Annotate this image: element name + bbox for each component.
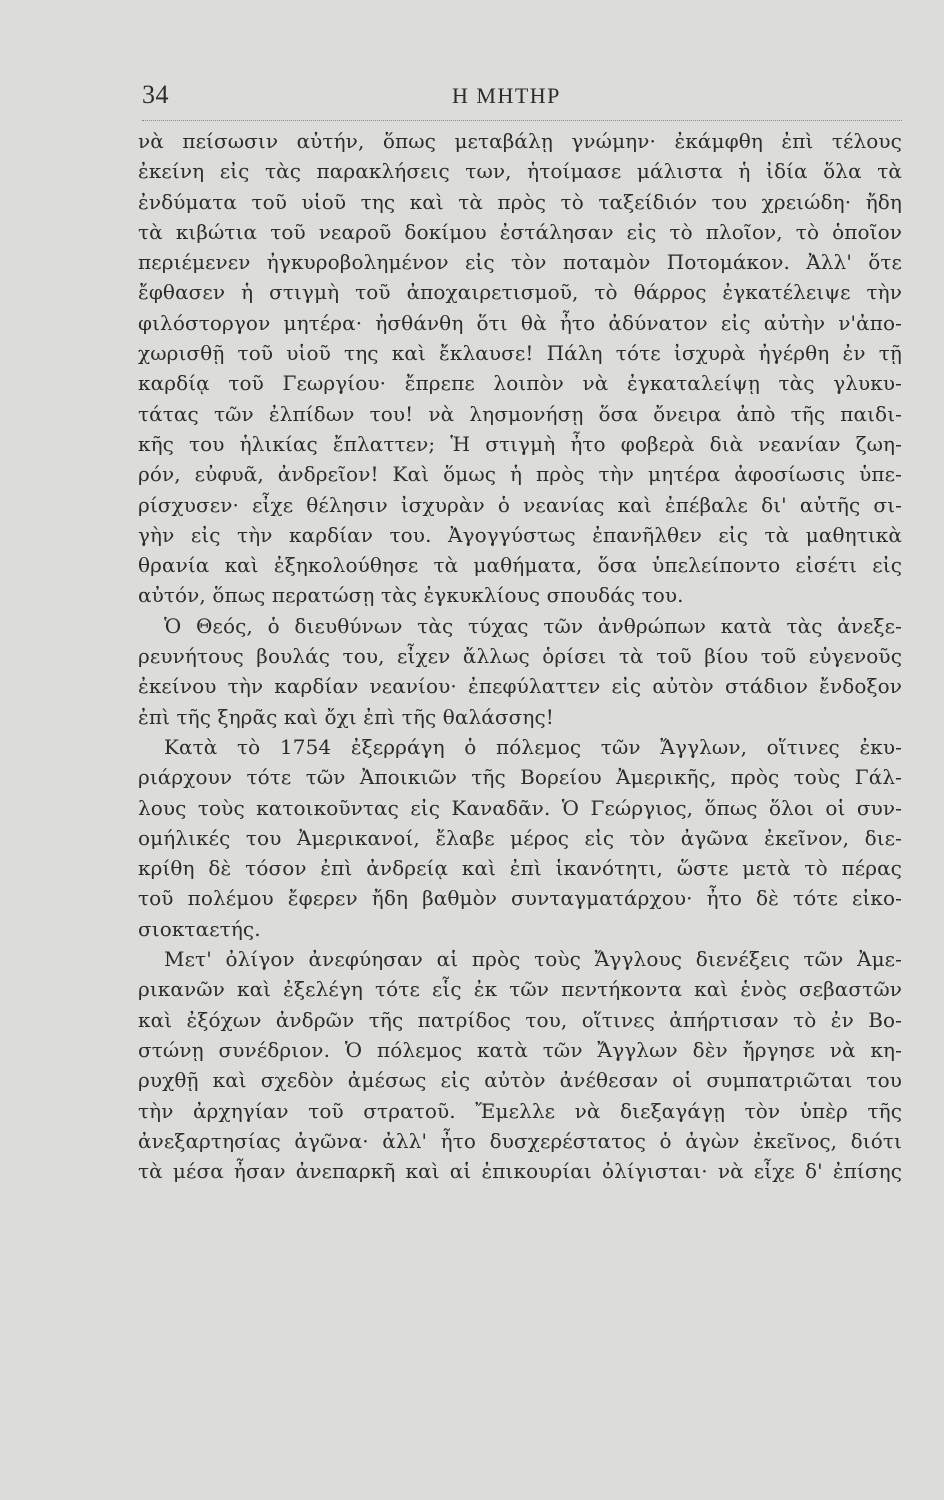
text-line: αὐτόν, ὅπως περατώσῃ τὰς ἐγκυκλίους σπουδάς του. [138,583,684,608]
text-line: ομήλικές του Ἀμερικανοί, ἔλαβε μέρος εἰς τὸν ἀγῶνα ἐκεῖνον, διε- [138,825,902,850]
text-line: στώνῃ συνέδριον. Ὁ πόλεμος κατὰ τῶν Ἄγγλων δὲν ἤργησε νὰ κη- [138,1037,902,1062]
text-line: φιλόστοργον μητέρα· ἠσθάνθη ὅτι θὰ ἦτο ἀδύνατον εἰς αὐτὴν ν'ἀπο- [138,310,902,335]
header-rule [142,120,902,121]
text-line: Μετ' ὀλίγον ἀνεφύησαν αἱ πρὸς τοὺς Ἄγγλους διενέξεις τῶν Ἀμε- [164,947,902,972]
text-line: θρανία καὶ ἐξηκολούθησε τὰ μαθήματα, ὅσα ὑπελείποντο εἰσέτι εἰς [138,553,902,578]
running-title: Η ΜΗΤΗΡ [452,83,561,108]
text-line: κρίθη δὲ τόσον ἐπὶ ἀνδρείᾳ καὶ ἐπὶ ἱκανότητι, ὥστε μετὰ τὸ πέρας [138,856,902,881]
text-line: ρικανῶν καὶ ἐξελέγη τότε εἷς ἐκ τῶν πεντήκοντα καὶ ἑνὸς σεβαστῶν [138,977,902,1002]
text-line: ρυχθῇ καὶ σχεδὸν ἀμέσως εἰς αὐτὸν ἀνέθεσαν οἱ συμπατριῶται του [138,1068,902,1093]
text-line: καρδίᾳ τοῦ Γεωργίου· ἔπρεπε λοιπὸν νὰ ἐγκαταλείψῃ τὰς γλυκυ- [138,371,902,396]
text-line: τὴν ἀρχηγίαν τοῦ στρατοῦ. Ἔμελλε νὰ διεξαγάγῃ τὸν ὑπὲρ τῆς [138,1098,902,1123]
text-line: τάτας τῶν ἐλπίδων του! νὰ λησμονήσῃ ὅσα ὄνειρα ἀπὸ τῆς παιδι- [138,401,902,426]
text-line: ρόν, εὐφυᾶ, ἀνδρεῖον! Καὶ ὅμως ἡ πρὸς τὴν μητέρα ἀφοσίωσις ὑπε- [138,462,902,487]
text-line: τὰ κιβώτια τοῦ νεαροῦ δοκίμου ἐστάλησαν εἰς τὸ πλοῖον, τὸ ὁποῖον [138,219,902,244]
page-header [142,80,902,120]
text-line: σιοκταετής. [138,916,261,941]
text-line: ἐπὶ τῆς ξηρᾶς καὶ ὄχι ἐπὶ τῆς θαλάσσης! [138,704,554,729]
text-line: γὴν εἰς τὴν καρδίαν του. Ἀγογγύστως ἐπανῆλθεν εἰς τὰ μαθητικὰ [138,522,902,547]
text-line: καὶ ἐξόχων ἀνδρῶν τῆς πατρίδος του, οἵτινες ἀπήρτισαν τὸ ἐν Βο- [138,1007,902,1032]
text-line: χωρισθῇ τοῦ υἱοῦ της καὶ ἔκλαυσε! Πάλη τότε ἰσχυρὰ ἠγέρθη ἐν τῇ [138,341,902,366]
text-line: ρευνήτους βουλάς του, εἶχεν ἄλλως ὁρίσει τὰ τοῦ βίου τοῦ εὐγενοῦς [138,644,902,669]
text-line: ἐνδύματα τοῦ υἱοῦ της καὶ τὰ πρὸς τὸ ταξείδιόν του χρειώδη· ἤδη [138,189,902,214]
text-line: τὰ μέσα ἦσαν ἀνεπαρκῆ καὶ αἱ ἐπικουρίαι ὀλίγισται· νὰ εἶχε δ' ἐπίσης [138,1159,902,1184]
text-line: κῆς του ἡλικίας ἔπλαττεν; Ἡ στιγμὴ ἦτο φοβερὰ διὰ νεανίαν ζωη- [138,431,902,456]
text-line: ρίσχυσεν· εἶχε θέλησιν ἰσχυρὰν ὁ νεανίας καὶ ἐπέβαλε δι' αὐτῆς σι- [138,492,902,517]
text-line: περιέμενεν ἠγκυροβολημένον εἰς τὸν ποταμὸν Ποτομάκον. Ἀλλ' ὅτε [138,250,902,275]
text-line: ἐκείνου τὴν καρδίαν νεανίου· ἐπεφύλαττεν εἰς αὐτὸν στάδιον ἔνδοξον [138,674,902,699]
text-line: ἐκείνη εἰς τὰς παρακλήσεις των, ἡτοίμασε μάλιστα ἡ ἰδία ὅλα τὰ [138,159,902,184]
body-text [138,126,902,1186]
text-line: λους τοὺς κατοικοῦντας εἰς Καναδᾶν. Ὁ Γεώργιος, ὅπως ὅλοι οἱ συν- [138,795,902,820]
text-line: Κατὰ τὸ 1754 ἐξερράγη ὁ πόλεμος τῶν Ἄγγλων, οἵτινες ἐκυ- [164,734,902,759]
text-line: τοῦ πολέμου ἔφερεν ἤδη βαθμὸν συνταγματάρχου· ἦτο δὲ τότε εἰκο- [138,886,902,911]
text-line: ἔφθασεν ἡ στιγμὴ τοῦ ἀποχαιρετισμοῦ, τὸ θάρρος ἐγκατέλειψε τὴν [138,280,902,305]
page-number: 34 [142,80,169,109]
text-line: νὰ πείσωσιν αὐτήν, ὅπως μεταβάλῃ γνώμην· ἐκάμφθη ἐπὶ τέλους [138,129,902,153]
text-line: ἀνεξαρτησίας ἀγῶνα· ἀλλ' ἦτο δυσχερέστατος ὁ ἀγὼν ἐκεῖνος, διότι [138,1128,902,1153]
text-line: Ὁ Θεός, ὁ διευθύνων τὰς τύχας τῶν ἀνθρώπων κατὰ τὰς ἀνεξε- [164,613,902,638]
text-line: ριάρχουν τότε τῶν Ἀποικιῶν τῆς Βορείου Ἀμερικῆς, πρὸς τοὺς Γάλ- [138,765,902,790]
